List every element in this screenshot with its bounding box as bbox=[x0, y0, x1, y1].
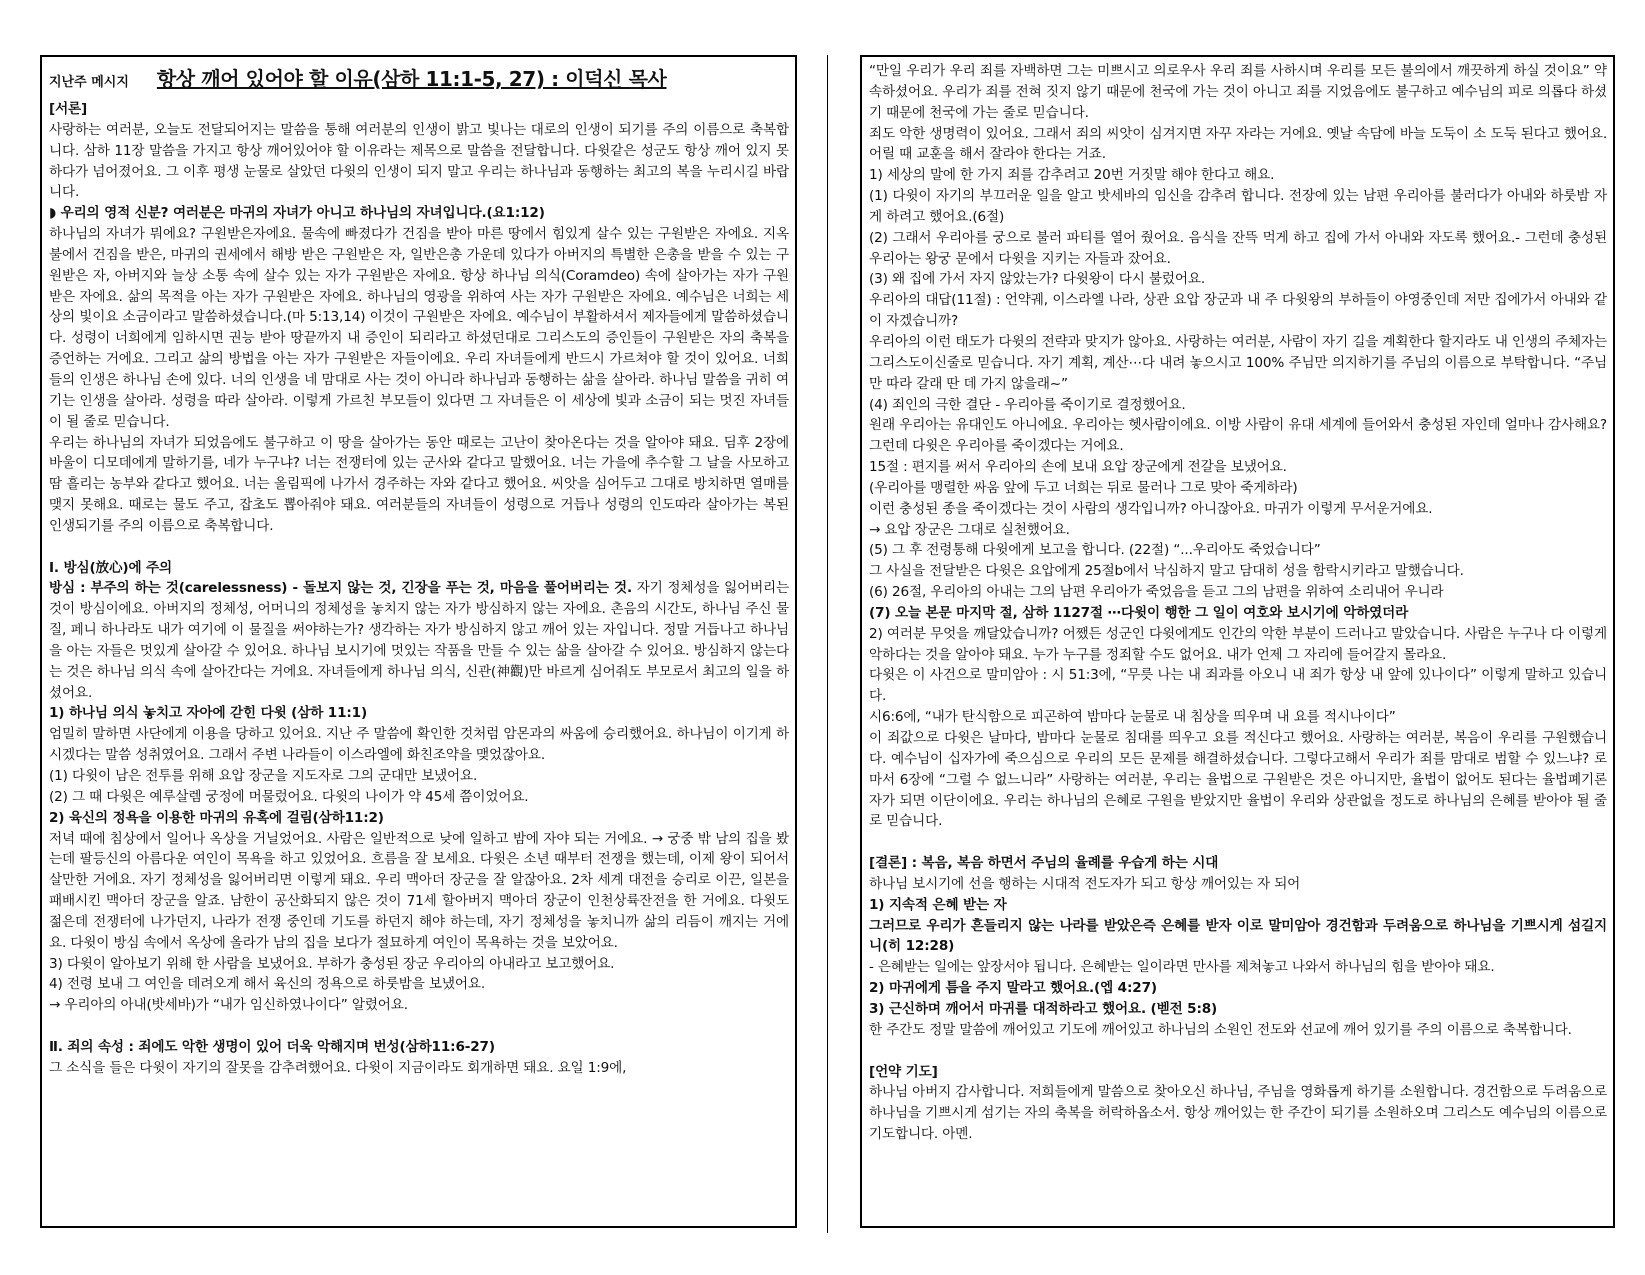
paragraph bbox=[49, 766, 789, 787]
paragraph bbox=[869, 582, 1607, 603]
paragraph bbox=[869, 916, 1607, 958]
paragraph-text: 15절 : 편지를 써서 우리아의 손에 보내 요압 장군에게 전갈을 보냈어요. bbox=[869, 459, 1287, 476]
paragraph bbox=[49, 974, 789, 995]
paragraph-text: 하나님 아버지 감사합니다. 저희들에게 말씀으로 찾아오신 하나님, 주님을 영화롭게 하기를 소원합니다. 경건함으로 두려움으로 하나님을 기쁘시게 섬기는 자의 축복을 허락하옵소서. 항상 깨어있는 한 주간이 되기를 소원하오며 그리스도 예수님의 이름으로 기도합니다. 아멘. bbox=[869, 1084, 1607, 1143]
paragraph bbox=[869, 395, 1607, 416]
paragraph-text: 1) 세상의 말에 한 가지 죄를 감추려고 20번 거짓말 해야 한다고 해요. bbox=[869, 167, 1275, 184]
paragraph-text: → 우리아의 아내(밧세바)가 “내가 임신하였나이다” 알렸어요. bbox=[49, 997, 408, 1014]
paragraph bbox=[869, 415, 1607, 457]
paragraph-text: (우리아를 맹렬한 싸움 앞에 두고 너희는 뒤로 물러나 그로 맞아 죽게하라) bbox=[869, 479, 1298, 496]
paragraph bbox=[869, 61, 1607, 124]
paragraph bbox=[869, 290, 1607, 332]
paragraph bbox=[49, 120, 789, 203]
paragraph bbox=[869, 165, 1607, 186]
paragraph bbox=[869, 228, 1607, 270]
paragraph bbox=[49, 224, 789, 432]
paragraph-text: (5) 그 후 전령통해 다윗에게 보고을 합니다. (22절) “...우리아도 죽었습니다” bbox=[869, 542, 1321, 559]
paragraph bbox=[49, 1058, 789, 1079]
paragraph-text: 우리아의 이런 태도가 다윗의 전략과 맞지가 않아요. 사랑하는 여러분, 사람이 자기 길을 계획한다 할지라도 내 인생의 주체자는 그리스도이신줄로 믿습니다. 자기 계획, 계산⋯다 내려 놓으시고 100% 주님만 의지하기를 주님의 이름으로 부탁합니다. “주님만 따라 갈래 딴 데 가지 않을래~” bbox=[869, 333, 1607, 392]
paragraph bbox=[869, 853, 1607, 874]
paragraph-text: 1) 지속적 은혜 받는 자 bbox=[869, 896, 1007, 913]
paragraph-text: 그 사실을 전달받은 다윗은 요압에게 25절b에서 낙심하지 말고 담대히 성을 함락시키라고 말했습니다. bbox=[869, 563, 1464, 580]
message-kicker: 지난주 메시지 bbox=[49, 75, 129, 90]
paragraph-text: 3) 다윗이 알아보기 위해 한 사람을 보냈어요. 부하가 충성된 장군 우리아의 아내라고 보고했어요. bbox=[49, 955, 615, 972]
paragraph-gap bbox=[869, 1041, 1607, 1062]
paragraph-text: 한 주간도 정말 말씀에 깨어있고 기도에 깨어있고 하나님의 소원인 전도와 선교에 깨어 있기를 주의 이름으로 축복합니다. bbox=[869, 1021, 1572, 1038]
paragraph bbox=[869, 728, 1607, 832]
paragraph-text: (1) 다윗이 남은 전투를 위해 요압 장군을 지도자로 그의 군대만 보냈어요. bbox=[49, 768, 478, 784]
paragraph-text: → 요압 장군은 그대로 실천했어요. bbox=[869, 521, 1070, 538]
paragraph-text: 이 죄값으로 다윗은 날마다, 밤마다 눈물로 침대를 띄우고 요를 적신다고 했어요. 사랑하는 여러분, 복음이 우리를 구원했습니다. 예수님이 십자가에 죽으심으로 우리의 모든 문제를 해결하셨습니다. 그렇다고해서 우리가 죄를 맘대로 범할 수 있느냐? 로마서 6장에 “그럴 수 없느니라” 사랑하는 여러분, 우리는 율법으로 구원받은 것은 아니지만, 율법이 없어도 된다는 율법폐기론자가 되면 이단이에요. 우리는 하나님의 은혜로 구원을 받았지만 율법이 우리와 상관없을 정도로 하나님의 은혜를 받아야 될 줄로 믿습니다. bbox=[869, 730, 1607, 830]
paragraph-text: (4) 죄인의 극한 결단 - 우리아를 죽이기로 결정했어요. bbox=[869, 396, 1186, 413]
paragraph-text: 방심 : 부주의 하는 것(carelessness) - 돌보지 않는 것, 긴장을 푸는 것, 마음을 풀어버리는 것. bbox=[49, 580, 632, 597]
paragraph bbox=[869, 957, 1607, 978]
paragraph bbox=[49, 203, 789, 224]
paragraph bbox=[869, 603, 1607, 624]
paragraph bbox=[49, 995, 789, 1016]
paragraph-text: [서론] bbox=[49, 101, 88, 117]
paragraph bbox=[869, 665, 1607, 707]
paragraph bbox=[49, 808, 789, 829]
paragraph bbox=[869, 999, 1607, 1020]
paragraph bbox=[869, 874, 1607, 895]
paragraph-text: (6) 26절, 우리아의 아내는 그의 남편 우리아가 죽었음을 듣고 그의 남편을 위하여 소리내어 우니라 bbox=[869, 584, 1444, 601]
paragraph bbox=[869, 895, 1607, 916]
left-body bbox=[49, 99, 789, 1079]
paragraph-text: - 은혜받는 일에는 앞장서야 됩니다. 은혜받는 일이라면 만사를 제쳐놓고 나와서 하나님의 힘을 받아야 돼요. bbox=[869, 959, 1495, 976]
right-column bbox=[860, 55, 1615, 1228]
paragraph bbox=[49, 558, 789, 579]
paragraph bbox=[49, 99, 789, 120]
paragraph bbox=[869, 1082, 1607, 1145]
left-column bbox=[40, 55, 797, 1228]
paragraph-text: 그러므로 우리가 흔들리지 않는 나라를 받았은즉 은혜를 받자 이로 말미암아 경건함과 두려움으로 하나님을 기쁘시게 섬길지니(히 12:28) bbox=[869, 917, 1607, 955]
paragraph-text: 우리는 하나님의 자녀가 되었음에도 불구하고 이 땅을 살아가는 동안 때로는 고난이 찾아온다는 것을 알아야 돼요. 딤후 2장에 바울이 디모데에게 말하기를, 네가 누구냐? 너는 전쟁터에 있는 군사와 같다고 말했어요. 너는 가을에 추수할 그 날을 사모하고 땀 흘리는 농부와 같다고 했어요. 너는 올림픽에 나가서 경주하는 자와 같다고 했어요. 씨앗을 심어두고 그대로 방치하면 열매를 맺지 못해요. 때로는 물도 주고, 잡초도 뽑아줘야 돼요. 여러분들의 자녀들이 성령으로 거듭나 성령의 인도따라 살아가는 복된 인생되기를 주의 이름으로 축복합니다. bbox=[49, 434, 789, 534]
paragraph bbox=[49, 703, 789, 724]
paragraph bbox=[869, 124, 1607, 166]
paragraph bbox=[49, 787, 789, 808]
paragraph bbox=[869, 269, 1607, 290]
paragraph-gap bbox=[49, 1016, 789, 1037]
paragraph-text: (2) 그래서 우리아를 궁으로 불러 파티를 열어 줬어요. 음식을 잔뜩 먹게 하고 집에 가서 아내와 자도록 했어요.- 그런데 충성된 우리아는 왕궁 문에서 다윗을 지키는 자들과 잤어요. bbox=[869, 229, 1607, 267]
paragraph bbox=[869, 1020, 1607, 1041]
paragraph-text: 죄도 악한 생명력이 있어요. 그래서 죄의 씨앗이 심겨지면 자꾸 자라는 거에요. 옛날 속담에 바늘 도둑이 소 도둑 된다고 했어요. 어릴 때 교훈을 해서 잘라야 한다는 거죠. bbox=[869, 125, 1607, 163]
paragraph-text: Ⅱ. 죄의 속성 : 죄에도 악한 생명이 있어 더욱 악해지며 번성(삼하11:6-27) bbox=[49, 1038, 495, 1055]
paragraph-text: 사랑하는 여러분, 오늘도 전달되어지는 말씀을 통해 여러분의 인생이 밝고 빛나는 대로의 인생이 되기를 주의 이름으로 축복합니다. 삼하 11장 말씀을 가지고 항상 깨어있어야 할 이유라는 제목으로 말씀을 전달합니다. 다윗같은 성군도 항상 깨어 있지 못하다가 넘어졌어요. 그 이후 평생 눈물로 살았던 다윗의 인생이 되지 말고 우리는 하나님과 동행하는 최고의 복을 누리시길 바랍니다. bbox=[49, 121, 789, 201]
paragraph bbox=[49, 954, 789, 975]
paragraph-gap bbox=[869, 832, 1607, 853]
paragraph-text: 우리아의 대답(11절) : 언약궤, 이스라엘 나라, 상관 요압 장군과 내 주 다윗왕의 부하들이 야영중인데 저만 집에가서 아내와 같이 자겠습니까? bbox=[869, 292, 1607, 330]
paragraph bbox=[869, 186, 1607, 228]
paragraph-text: [언약 기도] bbox=[869, 1063, 938, 1080]
paragraph-text: 4) 전령 보내 그 여인을 데려오게 해서 육신의 정욕으로 하룻밤을 보냈어요. bbox=[49, 976, 485, 993]
paragraph-text: 이런 충성된 종을 죽이겠다는 것이 사람의 생각입니까? 아니잖아요. 마귀가 이렇게 무서운거에요. bbox=[869, 500, 1433, 517]
paragraph-text: 2) 육신의 정욕을 이용한 마귀의 유혹에 걸림(삼하11:2) bbox=[49, 809, 384, 826]
paragraph-text: [결론] : 복음, 복음 하면서 주님의 율례를 우습게 하는 시대 bbox=[869, 855, 1219, 872]
paragraph bbox=[869, 978, 1607, 999]
paragraph-text: (1) 다윗이 자기의 부끄러운 일을 알고 밧세바의 임신을 감추려 합니다. 전장에 있는 남편 우리아를 불러다가 아내와 하룻밤 자게 하려고 했어요.(6절) bbox=[869, 188, 1607, 225]
paragraph-text: (2) 그 때 다윗은 예루살렘 궁정에 머물렀어요. 다윗의 나이가 약 45세 쯤이었어요. bbox=[49, 788, 529, 805]
paragraph bbox=[869, 478, 1607, 499]
paragraph bbox=[869, 499, 1607, 520]
paragraph-text: 엄밀히 말하면 사단에게 이용을 당하고 있어요. 지난 주 말씀에 확인한 것처럼 암몬과의 싸움에 승리했어요. 하나님이 이기게 하시겠다는 말씀 성취였어요. 그래서 주변 나라들이 이스라엘에 화친조약을 맺었잖아요. bbox=[49, 726, 789, 764]
paragraph-text: 1) 하나님 의식 놓치고 자아에 갇힌 다윗 (삼하 11:1) bbox=[49, 705, 368, 722]
paragraph bbox=[869, 520, 1607, 541]
paragraph-text: 하나님의 자녀가 뭐에요? 구원받은자에요. 물속에 빠졌다가 건짐을 받아 마른 땅에서 힘있게 살수 있는 구원받은 자에요. 지옥불에서 건짐을 받은, 마귀의 권세에서 해방 받은 구원받은 자, 일반은총 가운데 있다가 아버지의 특별한 은총을 받을 수 있는 구원받은 자, 아버지와 늘상 소통 속에 살수 있는 자가 구원받은 자에요. 항상 하나님 의식(Coramdeo) 속에 살아가는 자가 구원받은 자에요. 삶의 목적을 아는 자가 구원받은 자에요. 하나님의 영광을 위하여 사는 자가 구원받은 자에요. 예수님은 너희는 세상의 빛이요 소금이라고 말씀하셨습니다.(마 5:13,14) 이것이 구원받은 자에요. 예수님이 부활하셔서 제자들에게 말씀하셨습니다. 성령이 너희에게 임하시면 권능 받아 땅끝까지 내 증인이 되리라고 하셨던대로 그리스도의 증인들이 구원받은 자의 축복을 증언하는 거에요. 그리고 삶의 방법을 아는 자가 구원받은 자들이에요. 우리 자녀들에게 반드시 가르쳐야 할 것이 있어요. 너희들의 인생은 하나님 손에 있다. 너의 인생을 네 맘대로 사는 것이 아니라 하나님과 동행하는 삶을 살아라. 하나님 말씀을 귀히 여기는 인생을 살아라. 성령을 따라 살아라. 이렇게 가르친 부모들이 있다면 그 자녀들은 이 세상에 빛과 소금이 되는 멋진 자녀들이 될 줄로 믿습니다. bbox=[49, 226, 789, 430]
paragraph-text: 하나님 보시기에 선을 행하는 시대적 전도자가 되고 항상 깨어있는 자 되어 bbox=[869, 875, 1301, 892]
paragraph-text: 시6:6에, “내가 탄식함으로 피곤하여 밤마다 눈물로 내 침상을 띄우며 내 요를 적시나이다” bbox=[869, 709, 1396, 726]
paragraph-text: 저녁 때에 침상에서 일어나 옥상을 거닐었어요. 사람은 일반적으로 낮에 일하고 밤에 자야 되는 거에요. → 궁중 밖 남의 집을 봤는데 팔등신의 아름다운 여인이 목욕을 하고 있었어요. 흐름을 잘 보세요. 다윗은 소년 때부터 전쟁을 했는데, 이제 왕이 되어서 살만한 거에요. 자기 정체성을 잃어버리면 이렇게 돼요. 우리 맥아더 장군을 잘 알잖아요. 2차 세계 대전을 승리로 이끈, 일본을 패배시킨 맥아더 장군을 알죠. 남한이 공산화되지 않은 것이 71세 할아버지 맥아더 장군이 인천상륙잔전을 한 거에요. 다윗도 젊은데 전쟁터에 나가던지, 나라가 전쟁 중인데 기도를 하던지 해야 하는데, 자기 정체성을 놓치니까 삶의 리듬이 깨지는 거에요. 다윗이 방심 속에서 옥상에 올라가 남의 집을 보다가 절묘하게 여인이 목욕하는 것을 보았어요. bbox=[49, 830, 789, 951]
paragraph bbox=[869, 457, 1607, 478]
column-divider bbox=[827, 55, 828, 1233]
paragraph-text: ◗ 우리의 영적 신분? 여러분은 마귀의 자녀가 아니고 하나님의 자녀입니다.(요1:12) bbox=[49, 205, 545, 222]
right-body bbox=[869, 61, 1607, 1145]
paragraph bbox=[49, 433, 789, 537]
paragraph-text: 원래 우리아는 유대인도 아니에요. 우리아는 헷사람이에요. 이방 사람이 유대 세계에 들어와서 충성된 자인데 얼마나 감사해요? 그런데 다윗은 우리아를 죽이겠다는 거에요. bbox=[869, 417, 1607, 455]
paragraph bbox=[869, 561, 1607, 582]
paragraph bbox=[49, 724, 789, 766]
paragraph-text: 2) 여러분 무엇을 깨달았습니까? 어쨌든 성군인 다윗에게도 인간의 악한 부분이 드러나고 말았습니다. 사람은 누구나 다 이렇게 악하다는 것을 알아야 돼요. 누가 누구를 정죄할 수도 없어요. 내가 언제 그 자리에 들어갈지 몰라요. bbox=[869, 625, 1607, 663]
paragraph-text: 그 소식을 들은 다윗이 자기의 잘못을 감추려했어요. 다윗이 지금이라도 회개하면 돼요. 요일 1:9에, bbox=[49, 1059, 627, 1076]
paragraph-text: “만일 우리가 우리 죄를 자백하면 그는 미쁘시고 의로우사 우리 죄를 사하시며 우리를 모든 불의에서 깨끗하게 하실 것이요” 약속하셨어요. 우리가 죄를 전혀 짓지 않기 때문에 천국에 가는 것이 아니고 죄를 지었음에도 불구하고 예수님의 피로 의롭다 하셨기 때문에 천국에 가는 줄로 믿습니다. bbox=[869, 63, 1607, 121]
paragraph-text: (7) 오늘 본문 마지막 절, 삼하 1127절 ⋯다윗이 행한 그 일이 여호와 보시기에 악하였더라 bbox=[869, 604, 1409, 621]
paragraph bbox=[49, 829, 789, 954]
header bbox=[49, 63, 789, 99]
paragraph bbox=[869, 1062, 1607, 1083]
paragraph-text: 2) 마귀에게 틈을 주지 말라고 했어요.(엡 4:27) bbox=[869, 980, 1157, 997]
paragraph-gap bbox=[49, 537, 789, 558]
paragraph-text: 다윗은 이 사건으로 말미암아 : 시 51:3에, “무릇 나는 내 죄과를 아오니 내 죄가 항상 내 앞에 있나이다” 이렇게 말하고 있습니다. bbox=[869, 667, 1607, 705]
paragraph bbox=[869, 707, 1607, 728]
paragraph-text: (3) 왜 집에 가서 자지 않았는가? 다윗왕이 다시 불렀어요. bbox=[869, 271, 1206, 288]
paragraph bbox=[869, 540, 1607, 561]
paragraph-text: Ⅰ. 방심(放心)에 주의 bbox=[49, 559, 173, 576]
sermon-title: 항상 깨어 있어야 할 이유(삼하 11:1-5, 27) : 이덕신 목사 bbox=[156, 67, 667, 91]
paragraph bbox=[869, 624, 1607, 666]
paragraph bbox=[49, 1037, 789, 1058]
paragraph bbox=[869, 332, 1607, 395]
paragraph-text: 3) 근신하며 깨어서 마귀를 대적하라고 했어요. (벧전 5:8) bbox=[869, 1000, 1218, 1017]
paragraph bbox=[49, 578, 789, 703]
paragraph-tail: 자기 정체성을 잃어버리는 것이 방심이에요. 아버지의 정체성, 어머니의 정체성을 놓치지 않는 자가 방심하지 않는 자에요. 촌음의 시간도, 하나님 주신 물질, 페니 하나라도 내가 여기에 이 물질을 써야하는가? 생각하는 자가 방심하지 않고 깨어 있는 자입니다. 정말 거듭나고 하나님을 아는 자들은 멋있게 살아갈 수 있어요. 하나님 보시기에 멋있는 작품을 만들 수 있는 삶을 살아갈 수 있어요. 방심하지 않는다는 것은 하나님 의식 속에 살아간다는 거에요. 자녀들에게 하나님 의식, 신관(神觀)만 바르게 심어줘도 부모로서 최고의 일을 하셨어요. bbox=[49, 580, 790, 701]
